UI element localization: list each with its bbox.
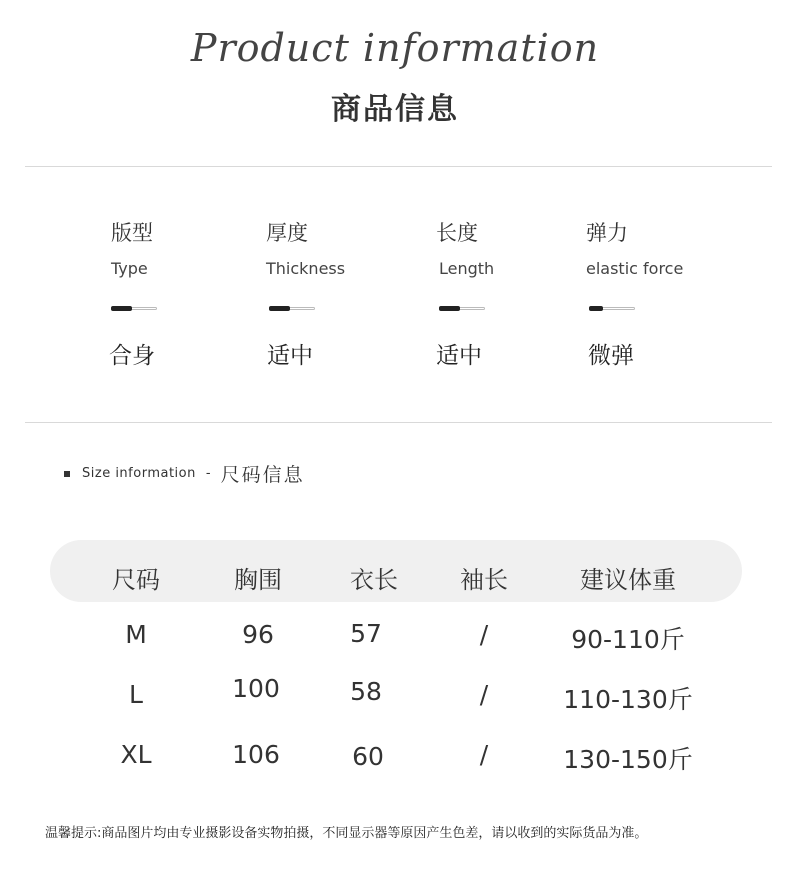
size-table-header-cell: 衣长 bbox=[350, 566, 398, 594]
table-cell: 106 bbox=[232, 740, 280, 769]
attribute-level-meter bbox=[439, 306, 485, 311]
size-table-header-cell: 胸围 bbox=[234, 566, 282, 594]
attribute-level-meter bbox=[269, 306, 315, 311]
table-cell: / bbox=[479, 620, 489, 649]
size-heading-cn: 尺码信息 bbox=[220, 464, 305, 486]
title-cn: 商品信息 bbox=[331, 92, 459, 127]
attribute-label-en: Length bbox=[439, 259, 495, 278]
table-cell: / bbox=[479, 740, 489, 769]
attribute-label-en: elastic force bbox=[586, 259, 684, 278]
disclaimer-note: 温馨提示:商品图片均由专业摄影设备实物拍摄，不同显示器等原因产生色差，请以收到的实际货品为准。 bbox=[45, 826, 648, 841]
bullet-square-icon bbox=[64, 471, 70, 477]
size-heading-separator: - bbox=[205, 466, 211, 481]
attribute-value: 适中 bbox=[267, 343, 313, 369]
attribute-level-meter bbox=[589, 306, 635, 311]
size-table-header-cell: 尺码 bbox=[112, 566, 160, 594]
divider-top bbox=[25, 166, 772, 167]
table-cell: L bbox=[129, 680, 143, 709]
size-table-header-cell: 袖长 bbox=[460, 566, 508, 594]
title-en: Product information bbox=[190, 26, 600, 70]
table-cell: XL bbox=[120, 740, 152, 769]
attribute-label-en: Type bbox=[111, 259, 148, 278]
attribute-value: 合身 bbox=[109, 343, 155, 369]
size-heading-en: Size information bbox=[82, 466, 196, 481]
attribute-label-cn: 厚度 bbox=[266, 221, 308, 245]
table-cell: 130-150斤 bbox=[563, 745, 693, 774]
attribute-value: 适中 bbox=[436, 343, 482, 369]
table-cell: 100 bbox=[232, 674, 280, 703]
size-table-header-cell: 建议体重 bbox=[580, 566, 676, 594]
attribute-level-meter bbox=[111, 306, 157, 311]
attribute-length bbox=[436, 217, 586, 370]
table-cell: 60 bbox=[352, 742, 384, 771]
attribute-value: 微弹 bbox=[588, 343, 634, 369]
attribute-label-en: Thickness bbox=[266, 259, 346, 278]
table-cell: 110-130斤 bbox=[563, 685, 693, 714]
attribute-type bbox=[111, 217, 261, 370]
attribute-elastic-force bbox=[586, 217, 736, 370]
table-cell: M bbox=[125, 620, 147, 649]
attribute-label-cn: 弹力 bbox=[586, 221, 628, 245]
attribute-label-cn: 长度 bbox=[436, 221, 478, 245]
table-cell: 90-110斤 bbox=[571, 625, 685, 654]
table-cell: 57 bbox=[350, 619, 382, 648]
table-cell: 58 bbox=[350, 677, 382, 706]
table-cell: 96 bbox=[242, 620, 274, 649]
size-information-heading bbox=[64, 460, 305, 487]
attribute-label-cn: 版型 bbox=[111, 221, 153, 245]
attribute-thickness bbox=[266, 217, 416, 370]
table-cell: / bbox=[479, 680, 489, 709]
divider-middle bbox=[25, 422, 772, 423]
